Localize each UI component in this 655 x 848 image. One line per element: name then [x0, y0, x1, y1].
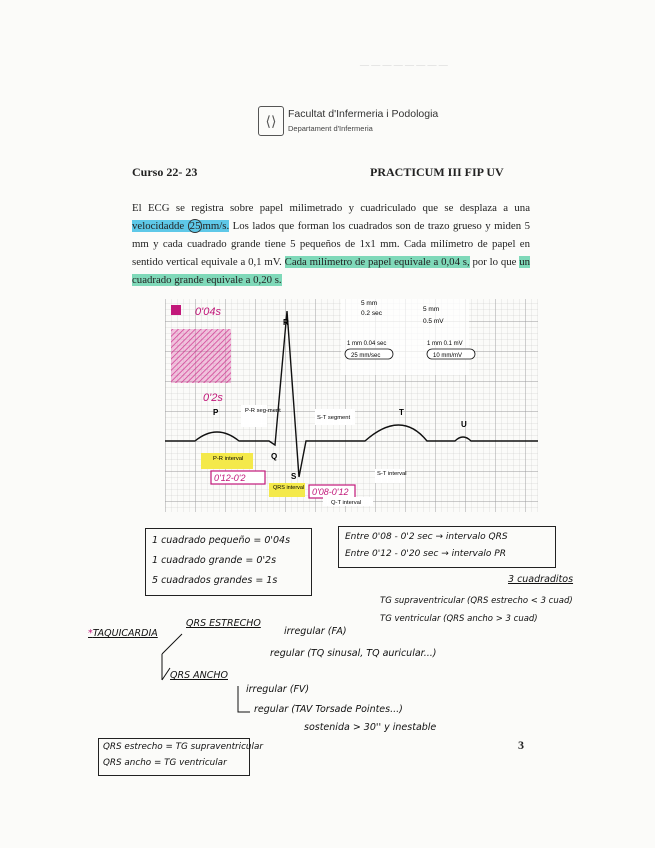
faculty-logo — [258, 104, 439, 140]
label-st-segment: S-T segment — [317, 415, 351, 421]
wave-u: U — [461, 420, 467, 429]
label-0-5-mv: 0.5 mV — [423, 318, 444, 325]
label-0-2-sec: 0.2 sec — [361, 310, 382, 317]
big-square-fill — [171, 329, 231, 383]
wave-r: R — [283, 318, 289, 327]
note-box-intervals — [338, 526, 556, 568]
annotation-qrs: 0'08-0'12 — [312, 487, 349, 497]
note-sostenida: sostenida > 30'' y inestable — [304, 722, 437, 733]
note-line: 1 cuadrado grande = 0'2s — [152, 555, 277, 566]
label-5mm-v: 5 mm — [423, 306, 440, 313]
highlight-mm: Cada milímetro de papel equivale a 0,04 s, — [284, 256, 470, 268]
note-connectors — [150, 620, 300, 730]
annotation-pr: 0'12-0'2 — [214, 473, 246, 483]
label-1mm-mv: 1 mm 0.1 mV — [427, 341, 463, 347]
note-line: Entre 0'12 - 0'20 sec → intervalo PR — [345, 549, 506, 559]
note-qrs-ancho: QRS ANCHO — [170, 670, 228, 681]
note-line: Entre 0'08 - 0'2 sec → intervalo QRS — [345, 532, 508, 542]
note-line: QRS estrecho = TG supraventricular — [103, 742, 263, 752]
university-emblem-icon: ⟨⟩ — [258, 106, 284, 136]
circled-25: 25 — [189, 220, 201, 232]
text-span: TAQUICARDIA — [92, 628, 158, 639]
annotation-small-square: 0'04s — [195, 306, 221, 318]
note-line: 1 cuadrado pequeño = 0'04s — [152, 535, 291, 546]
highlight-big-square: un cuadrado grande equivale a 0,20 s. — [132, 256, 530, 286]
wave-p: P — [213, 408, 219, 417]
faculty-name: Facultat d'Infermeria i Podologia — [288, 108, 439, 120]
note-tg-ventricular: TG ventricular (QRS ancho > 3 cuad) — [380, 614, 538, 624]
note-irregular-fa: irregular (FA) — [284, 626, 347, 637]
show-through-text: — — — — — — — — — [360, 60, 448, 70]
note-box-squares — [145, 528, 312, 596]
wave-s: S — [291, 472, 297, 481]
ecg-paper-paragraph — [132, 199, 530, 289]
note-regular-2: regular (TAV Torsade Pointes...) — [254, 704, 403, 715]
note-regular-1: regular (TQ sinusal, TQ auricular...) — [270, 648, 437, 659]
label-5mm: 5 mm — [361, 300, 378, 307]
text-span: de — [173, 220, 188, 232]
label-1mm-sec: 1 mm 0.04 sec — [347, 341, 387, 347]
text-span: El ECG se registra sobre papel milimetrado y cuadriculado que se desplaza a una — [132, 202, 530, 214]
note-qrs-estrecho: QRS ESTRECHO — [186, 618, 261, 629]
note-tg-supra: TG supraventricular (QRS estrecho < 3 cuad) — [380, 596, 573, 606]
note-line: QRS ancho = TG ventricular — [103, 758, 227, 768]
note-3-squares: 3 cuadraditos — [508, 574, 574, 585]
asterisk-icon: * — [88, 628, 93, 639]
small-square-mark — [171, 305, 181, 315]
wave-t: T — [399, 408, 404, 417]
label-gain: 10 mm/mV — [433, 353, 463, 359]
note-line: 5 cuadrados grandes = 1s — [152, 575, 278, 586]
text-span: por lo que — [469, 256, 520, 268]
label-speed: 25 mm/sec — [351, 353, 381, 359]
note-irregular-fv: irregular (FV) — [246, 684, 310, 695]
label-st-interval: S-T interval — [377, 471, 407, 477]
annotation-big-square: 0'2s — [203, 392, 223, 404]
label-pr-segment: P-R seg-ment — [245, 408, 281, 414]
practicum-title: PRACTICUM III FIP UV — [370, 165, 504, 179]
text-span: Los lados que forman los cuadrados son de trazo grueso y miden 5 mm y cada cuadrado grande tiene 5 pequeños de 1x1 mm. Cada milímetro de papel en sentido vertical equivale a 0,1 mV. — [132, 220, 531, 268]
note-box-qrs-summary — [98, 738, 263, 776]
wave-q: Q — [271, 452, 278, 461]
department-name: Departament d'Infermeria — [288, 124, 373, 133]
highlight-speed-2 — [174, 220, 229, 232]
label-qrs-interval: QRS interval — [273, 485, 305, 491]
label-qt-interval: Q-T interval — [331, 500, 362, 506]
label-pr-interval: P-R interval — [213, 456, 244, 462]
ecg-diagram — [165, 291, 538, 512]
note-taquicardia — [88, 628, 158, 639]
text-span: mm/s. — [202, 220, 230, 232]
highlight-speed: velocidad — [132, 220, 174, 232]
course-year: Curso 22- 23 — [132, 165, 198, 179]
page-number: 3 — [518, 738, 524, 752]
